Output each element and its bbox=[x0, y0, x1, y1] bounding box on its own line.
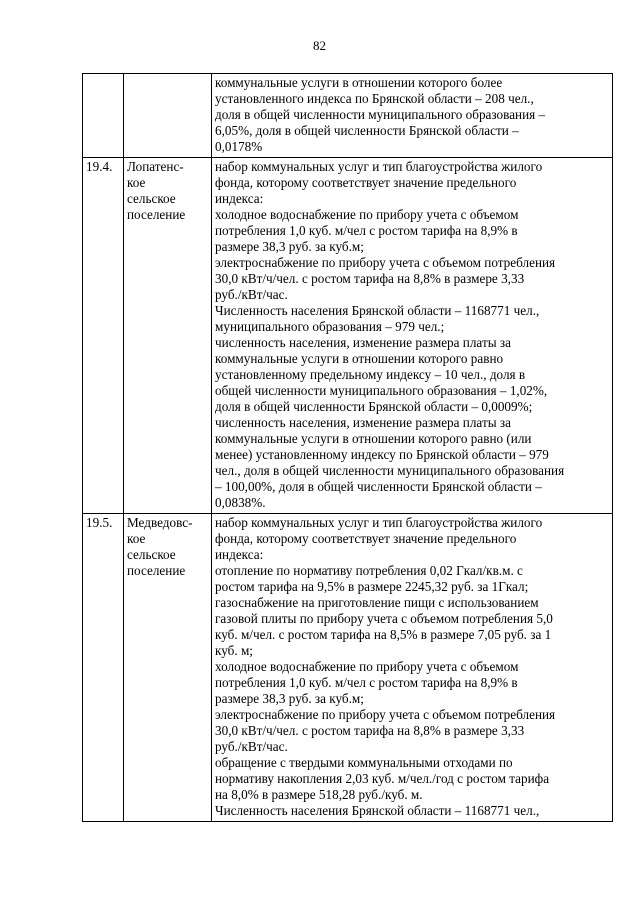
description-line: потребления 1,0 куб. м/чел с ростом тарифа на 8,9% в bbox=[215, 223, 518, 238]
description-line: газоснабжение на приготовление пищи с использованием bbox=[215, 595, 539, 610]
description-line: индекса: bbox=[215, 191, 264, 206]
page-number: 82 bbox=[313, 38, 326, 53]
description-line: руб./кВт/час. bbox=[215, 287, 288, 302]
description-line: – 100,00%, доля в общей численности Брянской области – bbox=[215, 479, 542, 494]
description-line: 30,0 кВт/ч/чел. с ростом тарифа на 8,8% в размере 3,33 bbox=[215, 271, 525, 286]
description-line: общей численности муниципального образования – 1,02%, bbox=[215, 383, 548, 398]
row-number-cell: 19.4. bbox=[83, 158, 124, 514]
row-number-cell: 19.5. bbox=[83, 514, 124, 822]
description-line: фонда, которому соответствует значение предельного bbox=[215, 531, 517, 546]
description-line: на 8,0% в размере 518,28 руб./куб. м. bbox=[215, 787, 423, 802]
settlement-name-line: поселение bbox=[127, 563, 186, 578]
settlement-name-line: кое bbox=[127, 531, 146, 546]
description-line: электроснабжение по прибору учета с объемом потребления bbox=[215, 707, 556, 722]
description-line: менее) установленному индексу по Брянской области – 979 bbox=[215, 447, 549, 462]
description-line: 6,05%, доля в общей численности Брянской области – bbox=[215, 123, 519, 138]
description-line: установленного индекса по Брянской области – 208 чел., bbox=[215, 91, 534, 106]
description-line: 0,0178% bbox=[215, 139, 263, 154]
description-line: куб. м/чел. с ростом тарифа на 8,5% в размере 7,05 руб. за 1 bbox=[215, 627, 552, 642]
description-line: газовой плиты по прибору учета с объемом потребления 5,0 bbox=[215, 611, 553, 626]
description-line: доля в общей численности муниципального образования – bbox=[215, 107, 546, 122]
description-line: установленному предельному индексу – 10 чел., доля в bbox=[215, 367, 526, 382]
table-row bbox=[83, 514, 613, 822]
description-line: доля в общей численности Брянской области – 0,0009%; bbox=[215, 399, 533, 414]
description-line: электроснабжение по прибору учета с объемом потребления bbox=[215, 255, 556, 270]
description-line: коммунальные услуги в отношении которого равно (или bbox=[215, 431, 532, 446]
description-line: Численность населения Брянской области – 1168771 чел., bbox=[215, 803, 540, 818]
settlement-name-line: Медведовс- bbox=[127, 515, 193, 530]
table-row bbox=[83, 74, 613, 158]
table-body bbox=[83, 74, 613, 822]
description-line: индекса: bbox=[215, 547, 264, 562]
description-line: куб. м; bbox=[215, 643, 253, 658]
description-line: холодное водоснабжение по прибору учета с объемом bbox=[215, 659, 519, 674]
description-line: ростом тарифа на 9,5% в размере 2245,32 руб. за 1Гкал; bbox=[215, 579, 529, 594]
settlement-name-line: поселение bbox=[127, 207, 186, 222]
description-line: Численность населения Брянской области – 1168771 чел., bbox=[215, 303, 540, 318]
description-line: 30,0 кВт/ч/чел. с ростом тарифа на 8,8% в размере 3,33 bbox=[215, 723, 525, 738]
settlement-name-cell bbox=[124, 158, 212, 514]
description-line: размере 38,3 руб. за куб.м; bbox=[215, 239, 364, 254]
settlement-name-cell bbox=[124, 514, 212, 822]
settlement-name-line: кое bbox=[127, 175, 146, 190]
table-row bbox=[83, 158, 613, 514]
description-line: чел., доля в общей численности муниципального образования bbox=[215, 463, 565, 478]
description-line: руб./кВт/час. bbox=[215, 739, 288, 754]
description-line: коммунальные услуги в отношении которого равно bbox=[215, 351, 504, 366]
description-line: 0,0838%. bbox=[215, 495, 266, 510]
row-number-cell bbox=[83, 74, 124, 158]
description-line: отопление по нормативу потребления 0,02 Гкал/кв.м. с bbox=[215, 563, 523, 578]
settlement-name-line: Лопатенс- bbox=[127, 159, 184, 174]
description-line: коммунальные услуги в отношении которого более bbox=[215, 75, 503, 90]
settlement-name-line: сельское bbox=[127, 547, 176, 562]
description-line: фонда, которому соответствует значение предельного bbox=[215, 175, 517, 190]
tariff-description-cell bbox=[212, 158, 613, 514]
description-line: набор коммунальных услуг и тип благоустройства жилого bbox=[215, 515, 543, 530]
description-line: обращение с твердыми коммунальными отходами по bbox=[215, 755, 513, 770]
description-line: потребления 1,0 куб. м/чел с ростом тарифа на 8,9% в bbox=[215, 675, 518, 690]
description-line: размере 38,3 руб. за куб.м; bbox=[215, 691, 364, 706]
settlement-name-line: сельское bbox=[127, 191, 176, 206]
tariff-table bbox=[82, 73, 613, 822]
description-line: холодное водоснабжение по прибору учета с объемом bbox=[215, 207, 519, 222]
description-line: набор коммунальных услуг и тип благоустройства жилого bbox=[215, 159, 543, 174]
description-line: численность населения, изменение размера платы за bbox=[215, 415, 511, 430]
description-line: численность населения, изменение размера платы за bbox=[215, 335, 511, 350]
description-line: нормативу накопления 2,03 куб. м/чел./год с ростом тарифа bbox=[215, 771, 550, 786]
tariff-description-cell bbox=[212, 514, 613, 822]
settlement-name-cell bbox=[124, 74, 212, 158]
description-line: муниципального образования – 979 чел.; bbox=[215, 319, 445, 334]
tariff-description-cell bbox=[212, 74, 613, 158]
